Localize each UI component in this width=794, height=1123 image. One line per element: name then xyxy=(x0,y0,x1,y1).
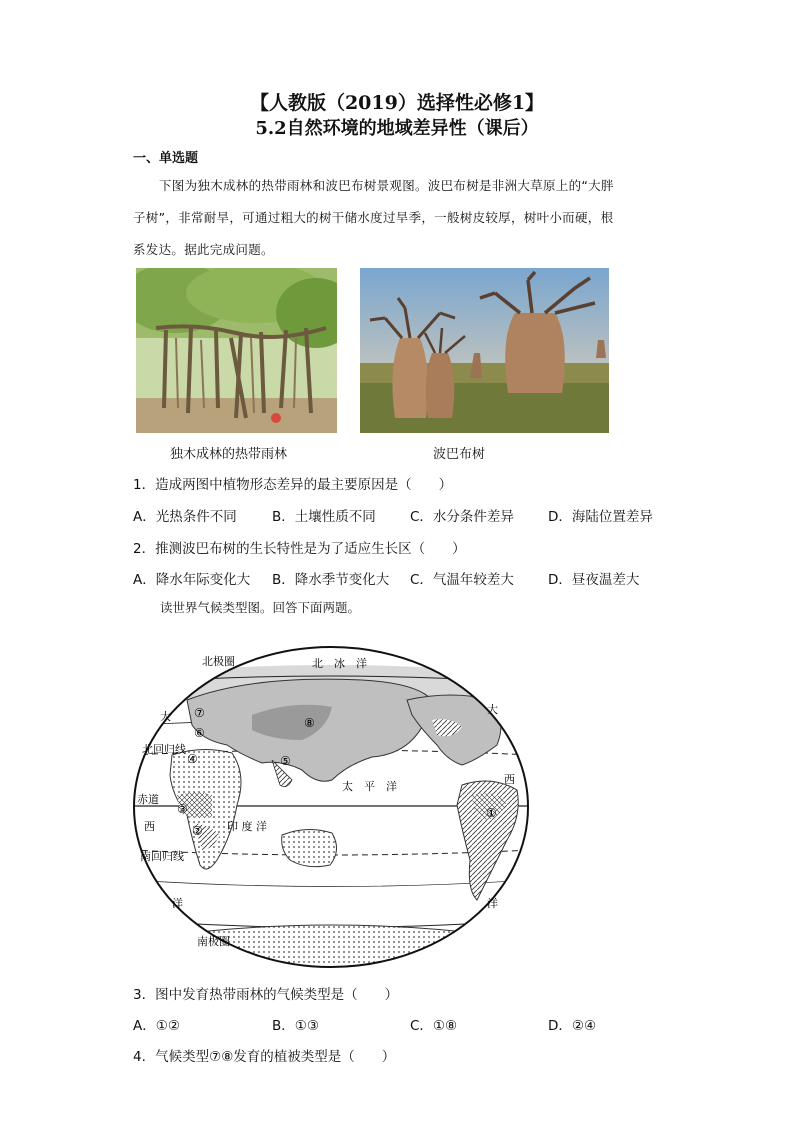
question-3-option-a[interactable]: A．①② xyxy=(133,1018,180,1034)
question-2-option-b[interactable]: B．降水季节变化大 xyxy=(272,572,390,588)
climate-marker-7: ⑦ xyxy=(194,706,205,720)
climate-marker-5: ⑤ xyxy=(280,754,291,768)
question-3-option-c[interactable]: C．①⑧ xyxy=(410,1018,458,1034)
baobab-caption: 波巴布树 xyxy=(433,447,486,462)
world-climate-map xyxy=(132,645,530,970)
label-atlantic-right-mid: 西 xyxy=(504,773,515,786)
climate-marker-6: ⑥ xyxy=(194,726,205,740)
question-3-option-d[interactable]: D．②④ xyxy=(548,1018,597,1034)
baobab-photo xyxy=(360,268,609,433)
question-2-option-c[interactable]: C．气温年较差大 xyxy=(410,572,514,588)
document-subtitle: 5.2自然环境的地域差异性（课后） xyxy=(255,118,539,139)
label-tropic-capricorn: 南回归线 xyxy=(140,850,184,863)
question-1-option-d[interactable]: D．海陆位置差异 xyxy=(548,509,653,525)
label-atlantic-right-bot: 洋 xyxy=(487,897,498,910)
label-antarctic: 南极圈 xyxy=(197,935,230,948)
question-1-stem: 1．造成两图中植物形态差异的最主要原因是（ ） xyxy=(133,477,453,493)
question-1-option-a[interactable]: A．光热条件不同 xyxy=(133,509,237,525)
passage-line: 下图为独木成林的热带雨林和波巴布树景观图。波巴布树是非洲大草原上的“大胖 xyxy=(159,178,614,193)
label-equator: 赤道 xyxy=(137,793,159,806)
question-2-stem: 2．推测波巴布树的生长特性是为了适应生长区（ ） xyxy=(133,541,466,557)
climate-marker-1: ① xyxy=(486,806,497,820)
label-pacific-ocean: 太 平 洋 xyxy=(342,780,397,793)
question-2-option-a[interactable]: A．降水年际变化大 xyxy=(133,572,251,588)
question-1-option-c[interactable]: C．水分条件差异 xyxy=(410,509,514,525)
question-1-option-b[interactable]: B．土壤性质不同 xyxy=(272,509,376,525)
label-tropic-cancer: 北回归线 xyxy=(142,743,186,756)
passage xyxy=(133,170,663,266)
label-atlantic-left-mid: 西 xyxy=(144,820,155,833)
passage-line: 系发达。据此完成问题。 xyxy=(133,242,274,257)
section-heading: 一、单选题 xyxy=(133,151,199,166)
label-arctic-ocean: 北 冰 洋 xyxy=(312,657,367,670)
climate-marker-8: ⑧ xyxy=(304,716,315,730)
climate-marker-3: ③ xyxy=(177,802,188,816)
question-4-stem: 4．气候类型⑦⑧发育的植被类型是（ ） xyxy=(133,1049,396,1065)
climate-marker-4: ④ xyxy=(187,752,198,766)
label-atlantic-left-top: 大 xyxy=(160,710,171,723)
label-atlantic-left-bot: 洋 xyxy=(172,897,183,910)
climate-marker-2: ② xyxy=(192,824,203,838)
label-indian-ocean: 印 度 洋 xyxy=(227,820,267,833)
question-3-stem: 3．图中发育热带雨林的气候类型是（ ） xyxy=(133,987,399,1003)
document-title: 【人教版（2019）选择性必修1】 xyxy=(249,92,545,114)
map-intro: 读世界气候类型图。回答下面两题。 xyxy=(160,600,361,615)
passage-line: 子树”，非常耐旱，可通过粗大的树干储水度过旱季，一般树皮较厚，树叶小而硬，根 xyxy=(133,210,614,225)
label-north-pole: 北极圈 xyxy=(202,655,235,668)
label-atlantic-right-top: 大 xyxy=(487,703,498,716)
question-2-option-d[interactable]: D．昼夜温差大 xyxy=(548,572,640,588)
rainforest-caption: 独木成林的热带雨林 xyxy=(170,447,288,462)
rainforest-photo xyxy=(136,268,337,433)
question-3-option-b[interactable]: B．①③ xyxy=(272,1018,319,1034)
